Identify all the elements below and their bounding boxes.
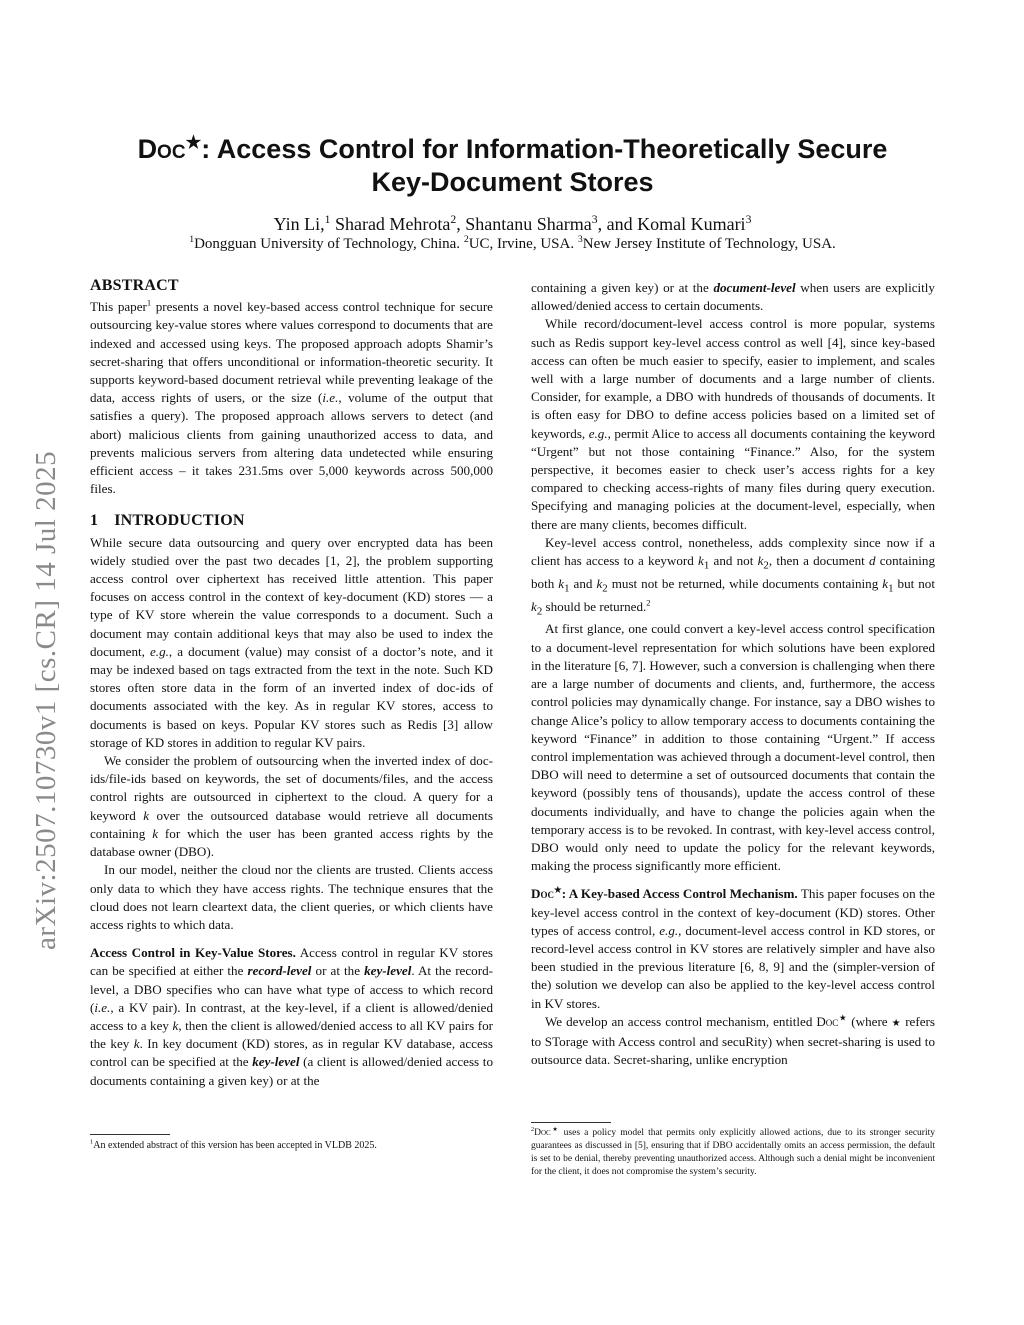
body-paragraph: At first glance, one could convert a key-level access control specification to a document-level representation for which solutions have been explored in the literature [6, 7]. However, such a conversion is challenging when there are a large number of documents and clients, and, furthermore, the access control policies may dynamically change. For instance, say a DBO wishes to change Alice’s policy to allow temporary access to documents containing the keyword “Finance” in addition to those containing “Urgent.” If access control implementation was achieved through a document-level control, then DBO will need to determine a set of outsourced documents that contain the keyword (possibly tens of thousands), update the access control of these documents individually, and have to change the policies again when the temporary access is to be revoked. In contrast, with key-level access control, DBO would only need to update the policy for the relevant keywords, making the process significantly more efficient. [531, 621, 935, 874]
text: , permit Alice to access all documents containing the keyword “Urgent” but not those containing “Finance.” Also, for the system perspective, it becomes easier to check user’s access rights for a key compared to checking access-rights of many files during query execution. Specifying and managing policies at the document-level, especially, when there are many clients, becomes difficult. [531, 425, 935, 532]
text: e.g. [588, 425, 608, 441]
text: key-level [252, 1054, 300, 1070]
text: record-level [247, 963, 312, 979]
text: Key-level access control, nonetheless, adds complexity since now if a client has access to a keyword [531, 534, 935, 569]
text: refers to STorage with Access control and secuRity) when secret-sharing is used to outsource data. Secret-sharing, unlike encryption [531, 1013, 935, 1068]
author-name: , Shantanu Sharma [456, 214, 592, 234]
intro-paragraph [90, 534, 493, 752]
star-symbol: ★ [185, 132, 202, 152]
footnote-mark: 2 [531, 1126, 535, 1133]
author-name: Yin Li, [273, 214, 325, 234]
math-var: k [882, 575, 889, 591]
text: . At the record-level, a DBO specifies who can have what type of access to which record ( [90, 963, 493, 1015]
author-affil-mark: 1 [324, 213, 331, 226]
text: and [569, 575, 597, 591]
body-paragraph [531, 534, 935, 621]
affiliation: New Jersey Institute of Technology, USA. [582, 236, 836, 252]
section-number: 1 [90, 512, 99, 530]
text: , document-level access control in KD stores, or record-level access control in KV stores are relatively simpler and have also been studied in the previous literature [6, 8, 9] and the (simpler-version of the) solution we develop can also be applied to the key-level access control in KV stores. [531, 922, 935, 1011]
text: e.g. [150, 643, 169, 659]
kv-stores-continuation [531, 279, 935, 315]
paper-title [90, 133, 935, 199]
text: presents a novel key-based access control technique for secure outsourcing key-value stores where values correspond to documents that are indexed and accessed using keys. The proposed approach adopts Shamir’s secret-sharing that offers unconditional or information-theoretic security. It supports keyword-based document retrieval while preventing leakage of the data, access rights of users, or the size ( [90, 299, 493, 406]
abstract-body [90, 298, 493, 498]
abstract-heading: ABSTRACT [90, 277, 179, 294]
text: containing a given key) or at the [531, 280, 714, 295]
system-name: Doc [531, 886, 554, 902]
affiliation-list [90, 235, 935, 253]
text: , then a document [768, 553, 869, 569]
system-name: Doc [534, 1128, 551, 1138]
footnote-text: An extended abstract of this version has been accepted in VLDB 2025. [93, 1140, 377, 1151]
affil-mark: 3 [577, 234, 583, 245]
footnote-1 [90, 1134, 493, 1152]
text: , a KV pair). In contrast, at the key-level, if a client is allowed/denied access to a key [90, 999, 493, 1033]
math-var: k [757, 553, 764, 569]
body-paragraph [531, 1013, 935, 1070]
text: but not [893, 575, 935, 591]
title-block [90, 133, 935, 253]
math-sub: 1 [564, 582, 570, 595]
system-name: Doc [816, 1013, 839, 1029]
text: (a client is allowed/denied access to documents containing a given key) or at the [90, 1054, 493, 1088]
affiliation: UC, Irvine, USA. [468, 236, 578, 252]
author-affil-mark: 3 [745, 213, 752, 226]
text: . In key document (KD) stores, as in regular KV database, access control can be specified at the [90, 1036, 493, 1070]
math-sub: 2 [763, 559, 769, 572]
author-list [90, 213, 935, 235]
math-var: d [868, 553, 876, 569]
paragraph-heading: : A Key-based Access Control Mechanism. [561, 886, 798, 902]
math-sub: 1 [703, 559, 710, 572]
text: (where [847, 1013, 892, 1029]
text: should be returned. [542, 598, 647, 614]
body-paragraph [531, 315, 935, 533]
star-symbol: ★ [891, 1017, 902, 1029]
text: We consider the problem of outsourcing when the inverted index of doc-ids/file-ids based on keywords, the set of documents/files, and the access control rights are outsourced in ciphertext to the cloud. A query for a keyword [90, 753, 493, 823]
title-line1: : Access Control for Information-Theoretically Secure [201, 134, 888, 164]
text: and not [709, 553, 758, 569]
footnote-rule [90, 1134, 170, 1135]
author-affil-mark: 2 [450, 213, 457, 226]
math-var: k [172, 1017, 179, 1033]
affil-mark: 1 [189, 234, 195, 245]
footnote-rule [531, 1122, 611, 1123]
text: key-level [364, 963, 412, 979]
text: over the outsourced database would retrieve all documents containing [90, 807, 493, 841]
math-var: k [558, 575, 565, 591]
math-var: k [596, 575, 603, 591]
text: , then the client is allowed/denied access to all KV pairs for the key [90, 1017, 494, 1052]
math-var: k [143, 807, 150, 823]
math-sub: 2 [602, 582, 608, 595]
text: This paper focuses on the key-level access control in the context of key-document (KD) stores. Other types of access control, [531, 886, 935, 938]
text: for which the user has been granted access rights by the database owner (DBO). [90, 825, 494, 860]
text: must not be returned, while documents containing [607, 575, 883, 591]
math-sub: 1 [888, 582, 894, 595]
text: document-level [713, 280, 796, 295]
footnote-text: uses a policy model that permits only explicitly allowed actions, due to its stronger security guarantees as discussed in [5], ensuring that if DBO accidentally omits an access permission, the default is set to be denial, thereby preventing unauthorized access. Although such a denial might be inconvenient for the client, it does not compromise the system’s security. [531, 1128, 935, 1177]
text: While record/document-level access control is more popular, systems such as Redis support key-level access control as well [4], since key-based access can often be much easier to specify, easier to implement, and scales well with a large number of documents and a large number of clients. Consider, for example, a DBO with hundreds of thousands of documents. It is often easy for DBO to define access policies based on a limited set of keywords, [531, 316, 935, 441]
text: i.e. [322, 390, 339, 406]
star-symbol: ★ [838, 1012, 848, 1023]
text: containing both [531, 553, 935, 591]
text: , a document (value) may consist of a doctor’s note, and it may be indexed based on tags extracted from the text in the note. Such KD stores often store data in the form of an inverted index of doc-ids of documents associated with the key. As in regular KV stores, access to documents is based on keys. Popular KV stores such as Redis [3] allow storage of KD stores in addition to regular KV pairs. [90, 643, 493, 750]
arxiv-identifier-stamp: arXiv:2507.10730v1 [cs.CR] 14 Jul 2025 [30, 450, 62, 950]
right-column [531, 279, 935, 1069]
intro-paragraph: In our model, neither the cloud nor the clients are trusted. Clients access only data to which they have access rights. The technique ensures that the cloud does not learn cleartext data, the client queries, or which clients have access rights to which data. [90, 862, 493, 932]
text: We develop an access control mechanism, entitled [545, 1013, 817, 1029]
star-symbol: ★ [553, 884, 562, 895]
text: While secure data outsourcing and query over encrypted data has been widely studied over the past two decades [1, 2], the problem supporting access control over ciphertext has received little attention. This paper focuses on access control in the context of key-document (KD) stores — a type of KV store wherein the value corresponds to a document. Such a document may contain additional keys that may also be used to index the document, [90, 534, 493, 659]
footnote-ref: 2 [646, 597, 651, 608]
title-line2: Key-Document Stores [371, 167, 654, 197]
text: when users are explicitly allowed/denied access to certain documents. [531, 280, 935, 314]
author-name: , and Komal Kumari [597, 214, 746, 234]
mechanism-paragraph [531, 885, 935, 1012]
star-symbol: ★ [550, 1126, 560, 1133]
math-sub: 2 [536, 605, 543, 618]
math-var: k [698, 553, 704, 569]
section-heading-introduction [90, 512, 493, 530]
left-column [90, 277, 493, 1090]
text: i.e. [94, 999, 111, 1015]
math-var: k [152, 825, 159, 841]
author-name: Sharad Mehrota [330, 214, 451, 234]
affil-mark: 2 [463, 234, 469, 245]
footnote-ref: 1 [146, 297, 152, 308]
footnote-mark: 1 [90, 1138, 94, 1146]
text: , volume of the output that satisfies a query). The proposed approach allows servers to detect (and abort) malicious clients from gaining unauthorized access to data, and prevents malicious servers from altering data undetected while ensuring efficient access – it takes 231.5ms over 5,000 keywords across 500,000 files. [90, 390, 493, 497]
math-var: k [133, 1036, 140, 1052]
text: or at the [311, 963, 365, 979]
kv-stores-paragraph [90, 944, 493, 1090]
footnote-2 [531, 1122, 935, 1179]
paragraph-heading: Access Control in Key-Value Stores. [90, 945, 296, 961]
text: e.g. [659, 922, 679, 938]
text: Access control in regular KV stores can be specified at either the [90, 945, 493, 979]
intro-paragraph [90, 752, 493, 861]
text: This paper [90, 299, 147, 315]
math-var: k [531, 598, 537, 614]
affiliation: Dongguan University of Technology, China. [194, 236, 464, 252]
section-title: INTRODUCTION [114, 512, 245, 530]
author-affil-mark: 3 [591, 213, 598, 226]
system-name: Doc [137, 134, 186, 164]
